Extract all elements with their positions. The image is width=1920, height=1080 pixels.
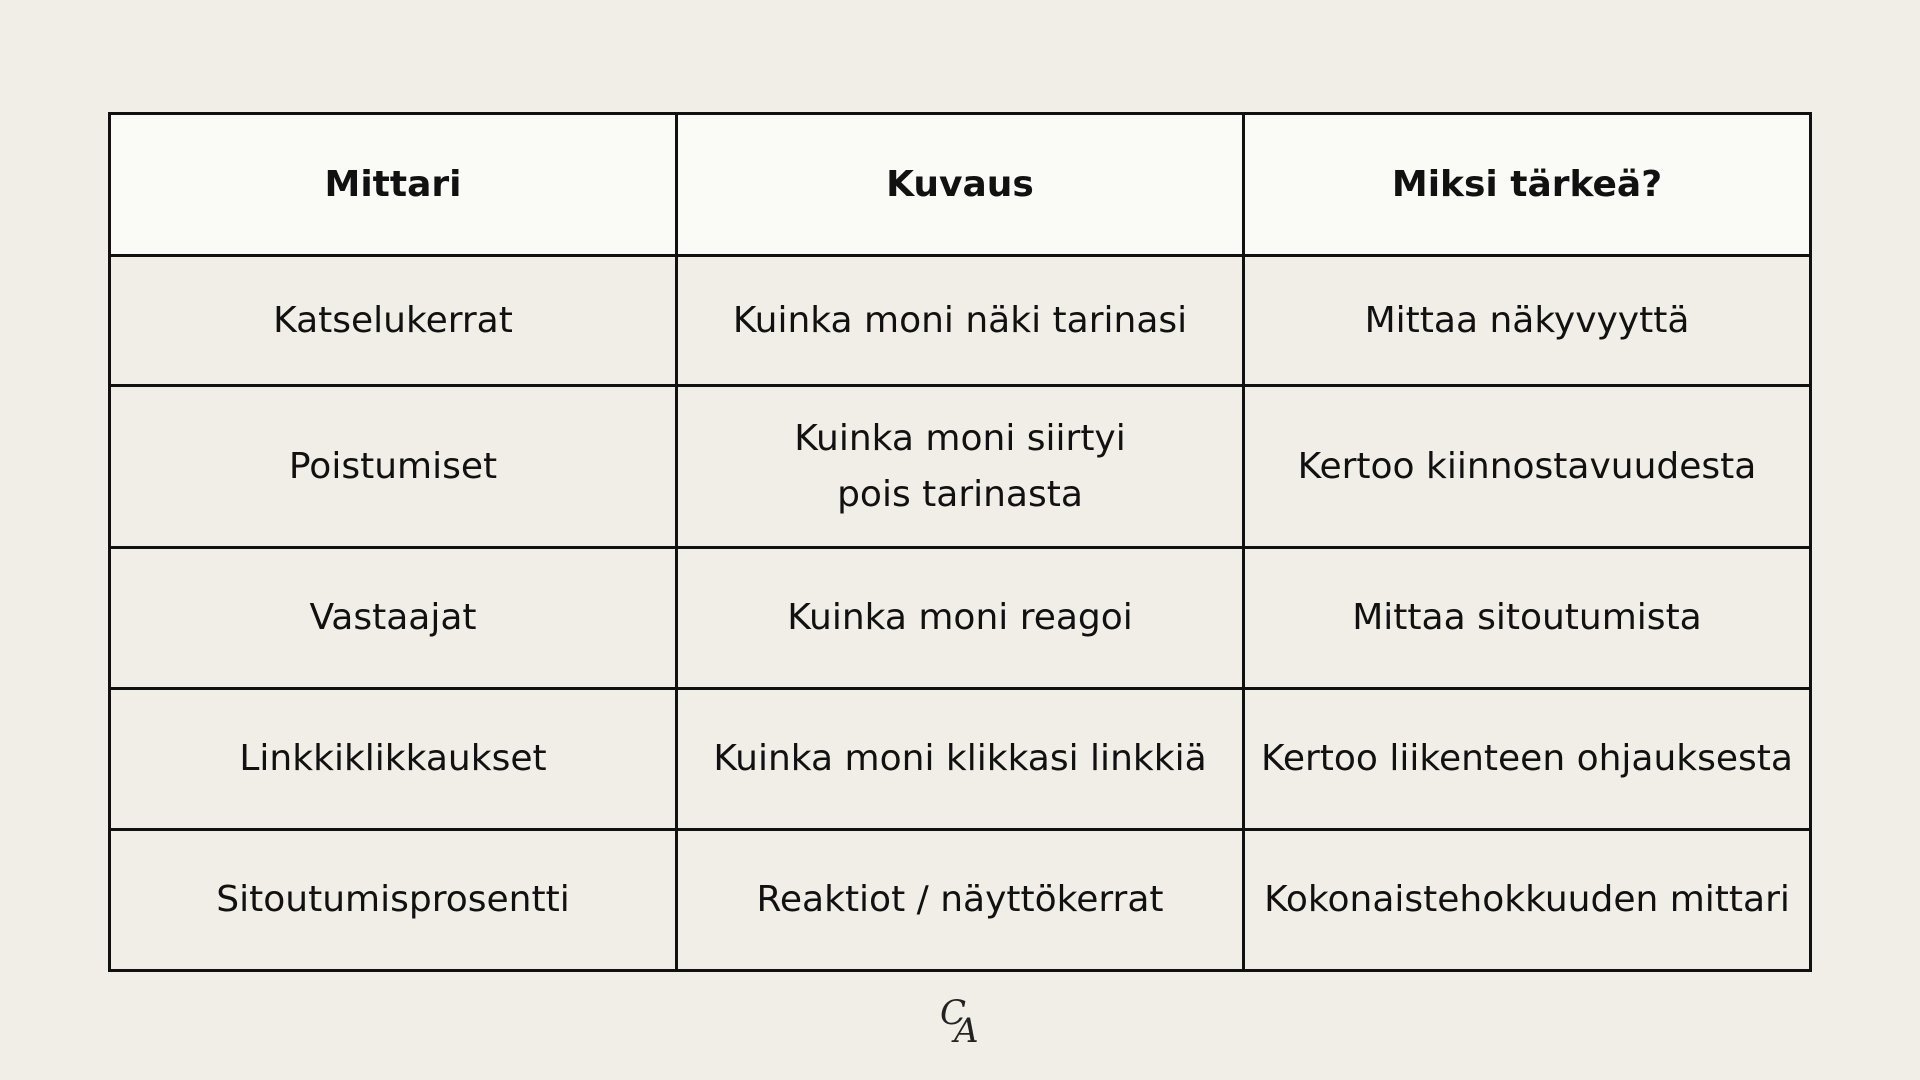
table-header-row [110, 114, 1811, 256]
cell-kuvaus: Reaktiot / näyttökerrat [677, 830, 1244, 971]
cell-kuvaus: Kuinka moni siirtyi pois tarinasta [677, 386, 1244, 548]
cell-mittari: Katselukerrat [110, 256, 677, 386]
cell-miksi-tarkea: Kertoo kiinnostavuudesta [1244, 386, 1811, 548]
header-kuvaus: Kuvaus [677, 114, 1244, 256]
cell-mittari: Sitoutumisprosentti [110, 830, 677, 971]
cell-kuvaus: Kuinka moni näki tarinasi [677, 256, 1244, 386]
table-row [110, 548, 1811, 689]
cell-mittari: Linkkiklikkaukset [110, 689, 677, 830]
header-mittari: Mittari [110, 114, 677, 256]
metrics-table [108, 112, 1812, 972]
svg-text:C: C [940, 993, 967, 1033]
cell-miksi-tarkea: Kertoo liikenteen ohjauksesta [1244, 689, 1811, 830]
svg-text:A: A [954, 1011, 979, 1051]
cell-miksi-tarkea: Kokonaistehokkuuden mittari [1244, 830, 1811, 971]
table-row [110, 830, 1811, 971]
table-row [110, 689, 1811, 830]
ca-monogram-logo [930, 992, 990, 1052]
cell-mittari: Poistumiset [110, 386, 677, 548]
cell-mittari: Vastaajat [110, 548, 677, 689]
cell-kuvaus: Kuinka moni reagoi [677, 548, 1244, 689]
header-miksi-tarkea: Miksi tärkeä? [1244, 114, 1811, 256]
cell-miksi-tarkea: Mittaa näkyvyyttä [1244, 256, 1811, 386]
table-row [110, 386, 1811, 548]
cell-kuvaus: Kuinka moni klikkasi linkkiä [677, 689, 1244, 830]
table-row [110, 256, 1811, 386]
cell-miksi-tarkea: Mittaa sitoutumista [1244, 548, 1811, 689]
